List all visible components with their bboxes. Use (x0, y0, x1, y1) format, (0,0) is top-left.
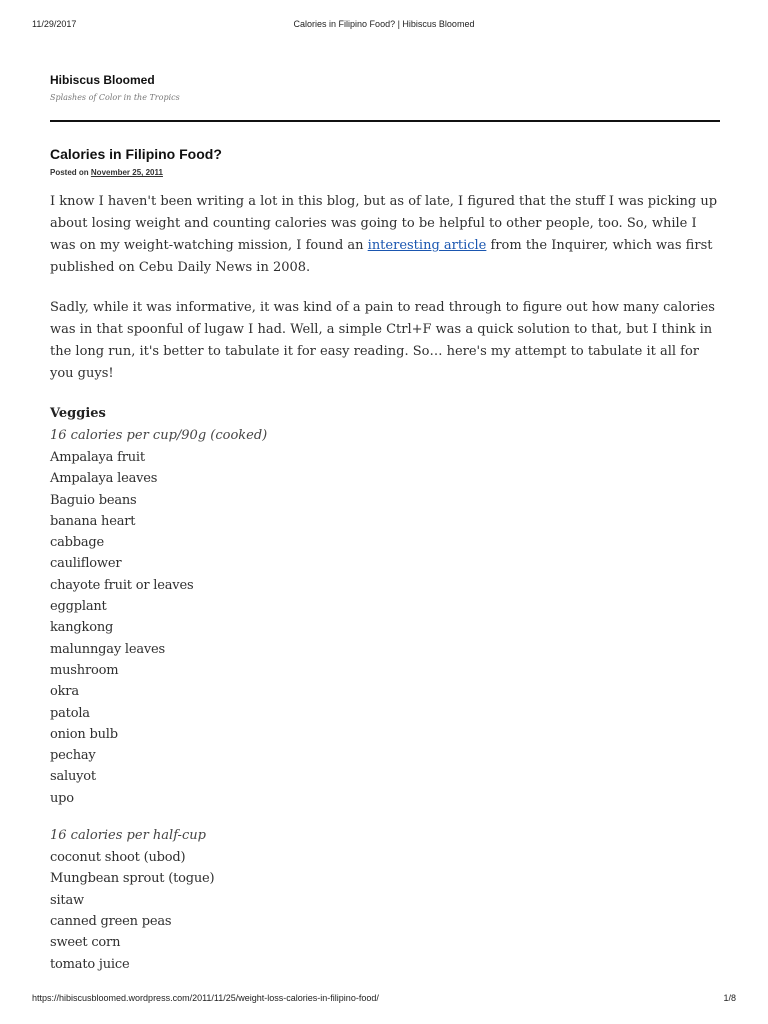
print-date: 11/29/2017 (32, 19, 77, 29)
intro-text-end: from the Inquirer, which was first published on Cebu Daily News in 2008. (50, 238, 713, 275)
food-list (50, 447, 720, 809)
food-item: cabbage (50, 535, 105, 551)
food-item: chayote fruit or leaves (50, 577, 194, 593)
food-item: sweet corn (50, 935, 121, 951)
food-item: upo (50, 790, 74, 806)
intro-text-start: I know I haven't been writing a lot in this blog, but as of late, I figured that the stuff I was picking up about losing weight and counting calories was going to be helpful to other people, too. So, while I was on my weight-watching mission, I found an (50, 194, 718, 253)
print-footer (0, 993, 768, 1007)
print-doc-title: Calories in Filipino Food? | Hibiscus Bloomed (293, 19, 475, 29)
calorie-groups (50, 425, 720, 975)
food-item: pechay (50, 748, 96, 764)
food-item: Ampalaya leaves (50, 471, 158, 487)
food-list (50, 847, 720, 975)
post-meta (50, 168, 720, 177)
post-date-link[interactable]: November 25, 2011 (90, 168, 163, 177)
post-title: Calories in Filipino Food? (50, 146, 222, 162)
site-tagline: Splashes of Color in the Tropics (50, 93, 180, 102)
food-item: okra (50, 684, 79, 700)
food-item: kangkong (50, 620, 114, 636)
food-item: Baguio beans (50, 492, 137, 508)
calorie-group-note: 16 calories per cup/90g (cooked) (50, 428, 268, 443)
print-page-number: 1/8 (723, 993, 736, 1003)
calorie-group-note: 16 calories per half-cup (50, 828, 206, 844)
food-item: malunngay leaves (50, 641, 166, 657)
site-title[interactable]: Hibiscus Bloomed (50, 73, 155, 87)
food-item: Ampalaya fruit (50, 450, 145, 465)
food-item: banana heart (50, 513, 136, 529)
second-paragraph: Sadly, while it was informative, it was kind of a pain to read through to figure out how many calories was in that spoonful of lugaw I had. Well, a simple Ctrl+F was a quick solution to that, but I think in the long run, it's better to tabulate it for easy reading. So… here's my attempt to tabulate it all for you guys! (50, 300, 715, 381)
food-item: eggplant (50, 599, 107, 615)
intro-paragraph (50, 191, 720, 279)
food-item: sitaw (50, 892, 84, 908)
calorie-group (50, 425, 720, 809)
site-header (50, 73, 720, 102)
post-body (50, 191, 720, 975)
posted-on-label: Posted on (50, 168, 89, 177)
interesting-article-link[interactable]: interesting article (367, 238, 487, 253)
calorie-group (50, 825, 720, 975)
section-heading-veggies: Veggies (50, 406, 106, 421)
print-header (0, 19, 768, 33)
post (50, 146, 720, 975)
food-item: onion bulb (50, 726, 118, 742)
food-item: mushroom (50, 662, 119, 678)
food-item: canned green peas (50, 913, 172, 929)
print-url: https://hibiscusbloomed.wordpress.com/2011/11/25/weight-loss-calories-in-filipino-food/ (32, 993, 379, 1003)
header-divider (50, 120, 720, 122)
food-item: patola (50, 705, 90, 721)
food-item: coconut shoot (ubod) (50, 850, 186, 866)
food-item: tomato juice (50, 956, 130, 972)
food-item: saluyot (50, 769, 96, 785)
food-item: Mungbean sprout (togue) (50, 871, 215, 887)
food-item: cauliflower (50, 556, 122, 572)
